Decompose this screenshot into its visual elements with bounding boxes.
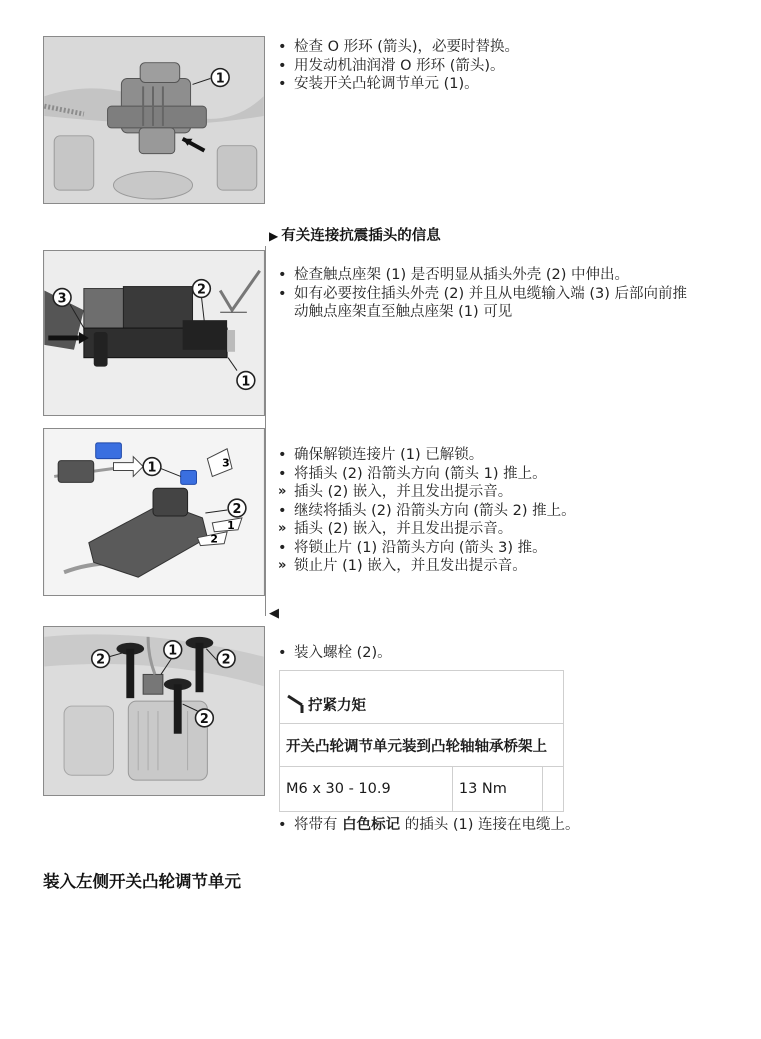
torque-wrench-icon xyxy=(286,693,308,715)
figure-connector-locking xyxy=(43,428,265,596)
callout-1: 1 xyxy=(168,643,178,659)
step-list-check-contacts xyxy=(278,266,687,322)
arrow-3-label: 3 xyxy=(222,456,230,470)
callout-2: 2 xyxy=(199,711,209,727)
callout-3: 3 xyxy=(57,291,67,307)
step-item: • 将带有 白色标记 的插头 (1) 连接在电缆上。 xyxy=(278,817,580,833)
white-mark-emphasis: 白色标记 xyxy=(342,817,401,833)
step-item: • 检查 O 形环 (箭头)，必要时替换。 xyxy=(278,39,520,55)
arrow-2-label: 2 xyxy=(210,532,218,546)
figure-camshaft-adjuster-oring xyxy=(43,36,265,204)
step-item-continued: 动触点座架直至触点座架 (1) 可见 xyxy=(294,304,513,320)
figure-antivibration-plug xyxy=(43,250,265,416)
engine-illustration xyxy=(44,37,264,203)
step-list-connect-white-plug xyxy=(278,816,579,835)
arrow-1-label: 1 xyxy=(227,518,235,532)
step-item: • 确保解锁连接片 (1) 已解锁。 xyxy=(278,447,484,463)
note-divider xyxy=(265,246,266,616)
torque-table-subheading: 开关凸轮调节单元装到凸轮轴轴承桥架上 xyxy=(280,724,564,767)
step-item: • 检查触点座架 (1) 是否明显从插头外壳 (2) 中伸出。 xyxy=(278,267,630,283)
step-list-install-unit xyxy=(278,38,519,94)
callout-2: 2 xyxy=(221,652,231,668)
note-heading: ▶ 有关连接抗震插头的信息 xyxy=(269,228,441,244)
callout-2: 2 xyxy=(232,501,242,517)
result-item: » 插头 (2) 嵌入，并且发出提示音。 xyxy=(278,521,513,537)
torque-extra-cell xyxy=(543,767,564,812)
section-title: 装入左侧开关凸轮调节单元 xyxy=(43,872,241,891)
table-row xyxy=(280,767,564,812)
step-item: • 安装开关凸轮调节单元 (1)。 xyxy=(278,76,479,92)
note-start-icon: ▶ xyxy=(269,229,279,243)
torque-table-header: 拧紧力矩 xyxy=(280,671,564,724)
callout-1: 1 xyxy=(215,71,225,87)
callout-2: 2 xyxy=(196,282,206,298)
torque-value-cell: 13 Nm xyxy=(452,767,542,812)
step-item: • 将插头 (2) 沿箭头方向 (箭头 1) 推上。 xyxy=(278,465,547,482)
step-item: • 继续将插头 (2) 沿箭头方向 (箭头 2) 推上。 xyxy=(278,502,576,519)
step-list-install-bolts xyxy=(278,644,392,663)
step-item: • 装入螺栓 (2)。 xyxy=(278,645,392,661)
callout-1: 1 xyxy=(241,374,251,390)
connector-illustration xyxy=(44,429,264,595)
torque-table xyxy=(279,670,564,812)
step-item: • 将锁止片 (1) 沿箭头方向 (箭头 3) 推。 xyxy=(278,539,547,556)
step-list-connect-plug xyxy=(278,446,576,576)
figure-bolts-installation xyxy=(43,626,265,796)
note-end-icon: ◀ xyxy=(269,606,279,621)
plug-illustration xyxy=(44,251,264,415)
step-item: • 用发动机油润滑 O 形环 (箭头)。 xyxy=(278,57,505,74)
callout-2: 2 xyxy=(96,652,106,668)
torque-spec-cell: M6 x 30 - 10.9 xyxy=(280,767,453,812)
result-item: » 插头 (2) 嵌入，并且发出提示音。 xyxy=(278,484,513,500)
callout-1: 1 xyxy=(147,460,157,476)
bolts-illustration xyxy=(44,627,264,795)
result-item: » 锁止片 (1) 嵌入，并且发出提示音。 xyxy=(278,558,527,574)
step-item: • 如有必要按住插头外壳 (2) 并且从电缆输入端 (3) 后部向前推 xyxy=(278,285,688,302)
